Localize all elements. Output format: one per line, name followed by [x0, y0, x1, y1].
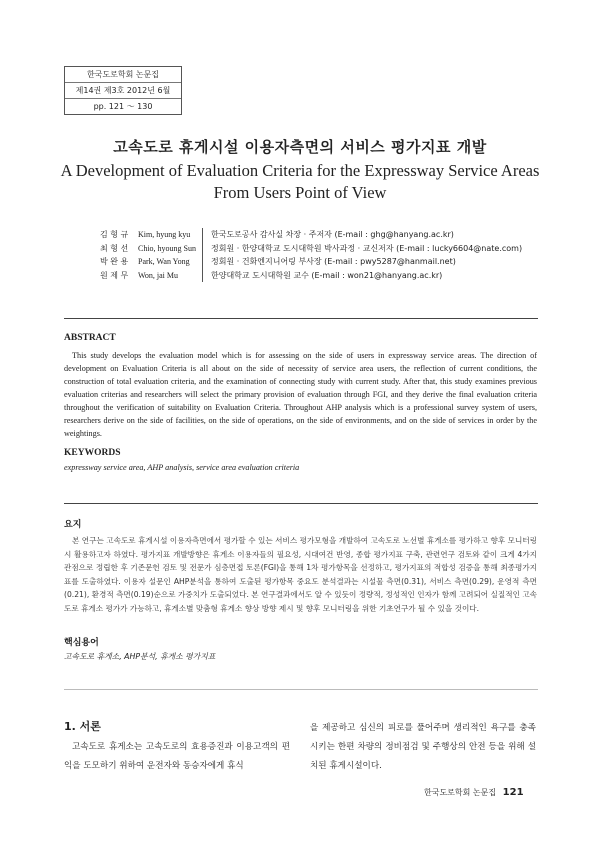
keywords-ko-heading: 핵심용어: [64, 638, 99, 648]
author-name-en: Won, jai Mu: [138, 270, 179, 280]
keywords-heading: KEYWORDS: [64, 448, 121, 458]
intro-left-column: 고속도로 휴게소는 고속도로의 효용증진과 이용고객의 편익을 도모하기 위하여 운전자와 동승자에게 휴식: [64, 742, 290, 771]
keywords-ko-text: 고속도로 휴게소, AHP분석, 휴게소 평가지표: [64, 652, 216, 661]
section-rule: [64, 318, 538, 319]
author-name-ko: 김 형 규: [100, 230, 129, 239]
author-name-ko: 최 형 선: [100, 243, 129, 253]
author-affiliation: 한양대학교 도시대학원 교수 (E-mail : won21@hanyang.ac.kr): [211, 270, 443, 280]
author-name-ko: 박 완 용: [100, 257, 129, 266]
author-affiliation: 정회원 · 건화엔지니어링 부사장 (E-mail : pwy5287@hanmail.net): [211, 257, 456, 266]
summary-ko-text: 본 연구는 고속도로 휴게시설 이용자측면에서 평가할 수 있는 서비스 평가모형을 개발하여 고속도로 노선별 휴게소를 평가하고 향후 모니터링 시 활용하고자 하였다. 평가지표 개발방향은 휴게소 이용자들의 필요성, 시대여건 반영, 종합 평가지표 구축, 관련연구 검토와 같이 크게 4가지 관점으로 정립한 후 기존문헌 검토 및 전문가 심층면접 토론(FGI)을 통해 1차 평가항목을 선정하고, 평가지표의 적합성 검증을 통해 최종평가지표를 도출하였다. 이용자 설문인 AHP분석을 통하여 도출된 평가항목 중요도 분석결과는 시설물 측면(0.31), 서비스 측면(0.29), 운영적 측면(0.21), 환경적 측면(0.19)순으로 가중치가 도출되었다. 본 연구결과에서도 알 수 있듯이 정량적, 정성적인 인자가 함께 고려되어 실질적인 고속도로 휴게소 평가가 가능하고, 휴게소별 맞춤형 휴게소 향상 방향 제시 및 향후 모니터링을 위한 기초연구가 될 수 있을 것이다.: [64, 536, 537, 613]
author-row: [100, 255, 522, 269]
title-english-line1: A Development of Evaluation Criteria for the Expressway Service Areas: [60, 161, 540, 180]
journal-volume: 제14권 제3호 2012년 6월: [65, 83, 181, 99]
title-korean: 고속도로 휴게시설 이용자측면의 서비스 평가지표 개발: [113, 138, 487, 156]
author-divider: [202, 255, 203, 269]
author-row: [100, 228, 522, 242]
page-footer: [424, 787, 524, 798]
author-divider: [202, 269, 203, 283]
author-table: [100, 228, 522, 282]
intro-right-column: 을 제공하고 심신의 피로를 풀어주며 생리적인 욕구를 충족시키는 한편 차량의 정비점검 및 주행상의 안전 등을 위해 설치된 휴게시설이다.: [310, 723, 536, 771]
author-divider: [202, 242, 203, 256]
author-name-en: Chio, hyoung Sun: [138, 243, 197, 253]
journal-info-box: [64, 66, 182, 115]
footer-journal: 한국도로학회 논문집: [424, 788, 497, 797]
section-rule: [64, 503, 538, 504]
keywords-text: expressway service area, AHP analysis, service area evaluation criteria: [64, 463, 300, 472]
author-affiliation: 한국도로공사 감사실 차장 · 주저자 (E-mail : ghg@hanyang.ac.kr): [211, 230, 454, 239]
author-name-ko: 원 제 무: [100, 270, 129, 280]
journal-name: 한국도로학회 논문집: [65, 67, 181, 83]
page-number: 121: [502, 787, 524, 798]
author-row: [100, 269, 522, 283]
journal-pages: pp. 121 ～ 130: [93, 102, 153, 111]
author-affiliation: 정회원 · 한양대학교 도시대학원 박사과정 · 교신저자 (E-mail : lucky6604@nate.com): [211, 243, 523, 253]
author-name-en: Kim, hyung kyu: [138, 230, 191, 239]
abstract-heading: ABSTRACT: [64, 333, 116, 343]
author-name-en: Park, Wan Yong: [138, 257, 190, 266]
intro-heading: 1. 서론: [64, 720, 101, 733]
title-english-line2: From Users Point of View: [213, 183, 387, 202]
author-divider: [202, 228, 203, 242]
section-rule: [64, 689, 538, 690]
summary-ko-heading: 요지: [64, 520, 82, 530]
abstract-text: This study develops the evaluation model which is for assessing on the side of users in expressway service areas. The direction of development on Evaluation Criteria is all about on the side of necessity of service area users, the reflection of current conditions, the construction of total evaluation criteria, and the examination of connecting study with current study. After that, this study examines previous evaluation criterias and researchers will select the primary provision of evaluation through FGI, and they derive the final evaluation criteria throughout the verification of suitability on Evaluation Criteria. Throughout AHP analysis which is a professional survey system of users, researchers derive on the side of facilities, on the side of operations, on the side of environments, and on the side of services in order by the weightings.: [64, 351, 537, 438]
author-row: [100, 242, 522, 256]
